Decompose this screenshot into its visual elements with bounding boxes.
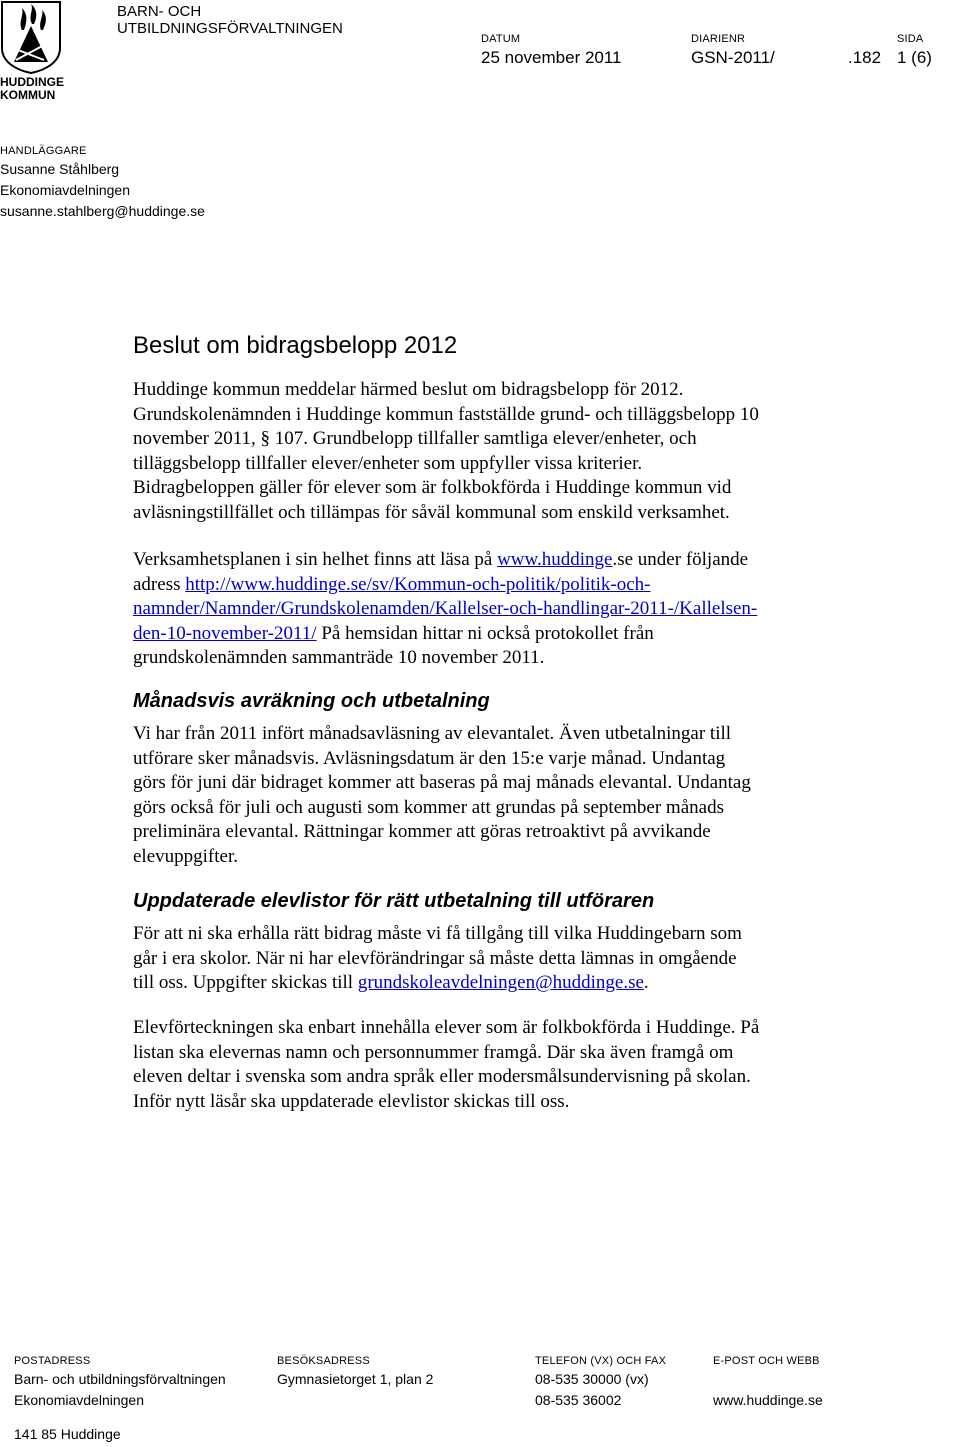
footer-postadress xyxy=(14,1353,226,1445)
section-heading-avrakning: Månadsvis avräkning och utbetalning xyxy=(133,690,490,712)
datum-value: 25 november 2011 xyxy=(481,48,622,67)
department-line2: UTBILDNINGSFÖRVALTNINGEN xyxy=(117,20,343,37)
grundskoleavdelningen-email-link[interactable]: grundskoleavdelningen@huddinge.se xyxy=(357,972,644,993)
footer-postadress-label: POSTADRESS xyxy=(14,1355,91,1367)
footer-postadress-line: Barn- och utbildningsförvaltningen xyxy=(14,1371,226,1387)
elevlistor-line: För att ni ska erhålla rätt bidrag måste vi få tillgång till vilka Huddingebarn som xyxy=(133,923,742,944)
footer-epost-label: E-POST OCH WEBB xyxy=(713,1355,820,1367)
datum-label: DATUM xyxy=(481,33,521,45)
elevlistor-paragraph-2 xyxy=(133,1016,923,1114)
avrakning-line: utförare sker månadsvis. Avläsningsdatum är den 15:e varje månad. Undantag xyxy=(133,747,726,769)
footer-postadress-line: 141 85 Huddinge xyxy=(14,1426,121,1442)
footer-telefon xyxy=(535,1353,666,1411)
handlaggare-name: Susanne Ståhlberg xyxy=(0,161,120,177)
intro-paragraph xyxy=(133,378,913,525)
avrakning-line: görs också för juli och augusti som kommer att grundas på september månads xyxy=(133,796,724,818)
department-name xyxy=(117,3,343,37)
sida-label: SIDA xyxy=(897,33,924,45)
diarienr-value: GSN-2011/ xyxy=(691,48,775,67)
handlaggare-email: susanne.stahlberg@huddinge.se xyxy=(0,203,205,219)
verksamhetsplan-line xyxy=(133,548,933,573)
intro-line: Bidragbeloppen gäller för elever som är folkbokförda i Huddinge kommun vid xyxy=(133,477,732,498)
department-line1: BARN- OCH xyxy=(117,3,202,20)
elevlistor-paragraph-1 xyxy=(133,922,923,996)
avrakning-line: preliminära elevantal. Rättningar kommer att göras retroaktivt på avvikande xyxy=(133,821,711,842)
verksamhetsplan-text: På hemsidan hittar ni också protokollet från xyxy=(316,622,654,644)
footer-epost xyxy=(713,1353,823,1411)
footer-besoksadress xyxy=(277,1353,433,1390)
verksamhetsplan-line xyxy=(133,573,933,598)
handlaggare-block xyxy=(0,144,205,222)
footer-besok-line: Gymnasietorget 1, plan 2 xyxy=(277,1371,434,1387)
huddinge-logo xyxy=(0,0,70,105)
elevlistor-text: . xyxy=(643,972,649,993)
kallelse-link[interactable]: namnder/Namnder/Grundskolenamden/Kallelser-och-handlingar-2011-/Kallelsen- xyxy=(133,598,758,619)
handlaggare-label: HANDLÄGGARE xyxy=(0,145,87,157)
verksamhetsplan-text: .se under följande xyxy=(612,549,749,570)
footer-postadress-line: Ekonomiavdelningen xyxy=(14,1392,144,1408)
verksamhetsplan-paragraph xyxy=(133,548,933,671)
avrakning-line: elevuppgifter. xyxy=(133,845,238,867)
avrakning-paragraph xyxy=(133,722,923,869)
footer-telefon-label: TELEFON (VX) OCH FAX xyxy=(535,1355,667,1367)
intro-line: tilläggsbelopp tillfaller elever/enheter som uppfyller vissa kriterier. xyxy=(133,452,643,474)
footer-telefon-line: 08-535 30000 (vx) xyxy=(535,1371,649,1387)
verksamhetsplan-line: grundskolenämnden sammanträde 10 november 2011. xyxy=(133,647,545,668)
intro-line: Huddinge kommun meddelar härmed beslut om bidragsbelopp för 2012. xyxy=(133,379,684,400)
verksamhetsplan-line xyxy=(133,597,933,622)
elevlistor-line: listan ska elevernas namn och personnummer framgå. Där ska även framgå om xyxy=(133,1041,734,1063)
intro-line: avläsningstillfället och tillämpas för såväl kommunal som enskild verksamhet. xyxy=(133,501,730,523)
footer-fax-line: 08-535 36002 xyxy=(535,1392,622,1408)
verksamhetsplan-text: adress xyxy=(133,573,186,595)
verksamhetsplan-line xyxy=(133,622,933,647)
huddinge-link[interactable]: www.huddinge xyxy=(497,549,613,570)
kallelse-link[interactable]: den-10-november-2011/ xyxy=(133,622,317,644)
logo-text-huddinge: HUDDINGE xyxy=(0,75,65,89)
elevlistor-line: Inför nytt läsår ska uppdaterade elevlistor skickas till oss. xyxy=(133,1090,570,1112)
elevlistor-line: Elevförteckningen ska enbart innehålla elever som är folkbokförda i Huddinge. På xyxy=(133,1017,760,1038)
kallelse-link[interactable]: http://www.huddinge.se/sv/Kommun-och-politik/politik-och- xyxy=(185,573,651,595)
crest-icon xyxy=(0,0,62,74)
handlaggare-unit: Ekonomiavdelningen xyxy=(0,182,130,198)
footer-besok-label: BESÖKSADRESS xyxy=(277,1355,370,1367)
elevlistor-line: eleven deltar i svenska som andra språk eller modersmålsundervisning på skolan. xyxy=(133,1066,751,1087)
elevlistor-line xyxy=(133,971,923,996)
diarienr-label: DIARIENR xyxy=(691,33,746,45)
diarienr-suffix: .182 xyxy=(848,48,882,67)
logo-text-kommun: KOMMUN xyxy=(0,88,56,102)
sida-value: 1 (6) xyxy=(897,48,932,67)
intro-line: Grundskolenämnden i Huddinge kommun fastställde grund- och tilläggsbelopp 10 xyxy=(133,403,759,425)
intro-line: november 2011, § 107. Grundbelopp tillfaller samtliga elever/enheter, och xyxy=(133,428,697,449)
footer-web-link[interactable]: www.huddinge.se xyxy=(713,1392,823,1408)
section-heading-elevlistor: Uppdaterade elevlistor för rätt utbetalning till utföraren xyxy=(133,890,655,912)
avrakning-line: Vi har från 2011 infört månadsavläsning av elevantalet. Även utbetalningar till xyxy=(133,723,732,744)
page-title: Beslut om bidragsbelopp 2012 xyxy=(133,332,458,359)
verksamhetsplan-text: Verksamhetsplanen i sin helhet finns att läsa på xyxy=(133,549,498,570)
elevlistor-text: till oss. Uppgifter skickas till xyxy=(133,972,358,993)
avrakning-line: görs för juni där bidraget kommer att baseras på maj månads elevantal. Undantag xyxy=(133,772,751,793)
elevlistor-line: går i era skolor. När ni har elevförändringar så måste detta lämnas in omgående xyxy=(133,947,737,969)
